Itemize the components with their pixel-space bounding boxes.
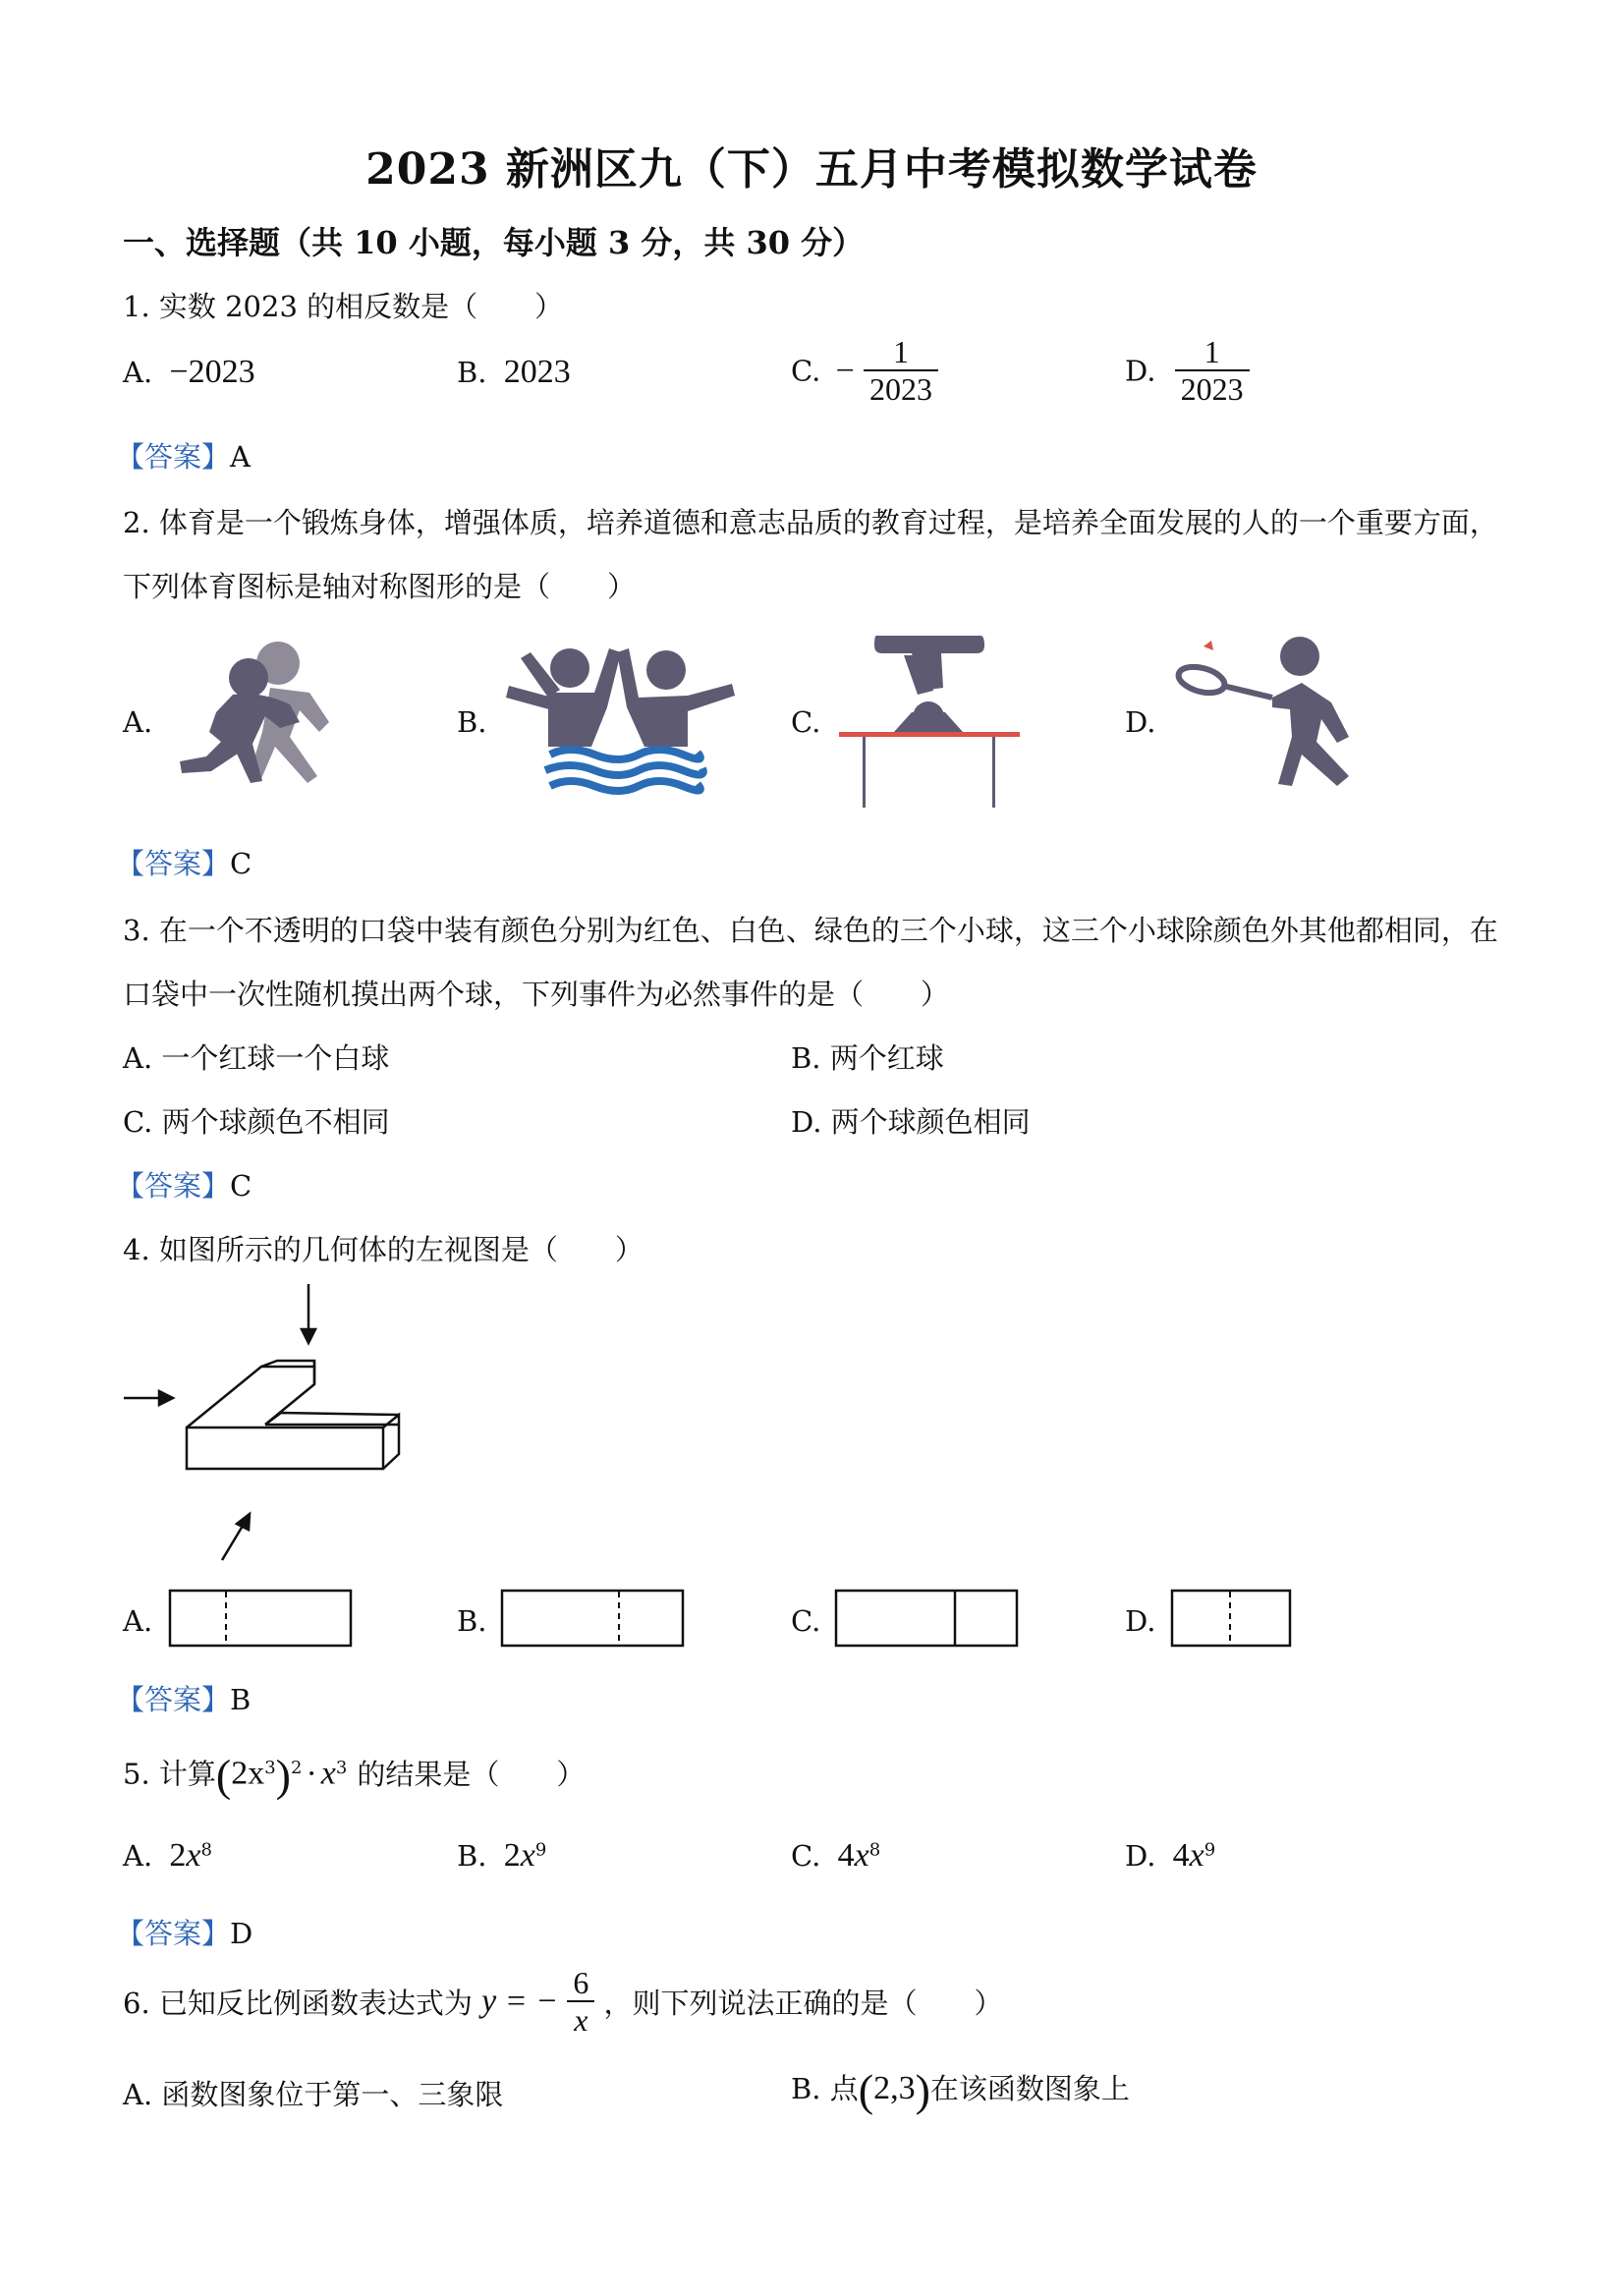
badminton-icon [1174,629,1400,796]
q5-answer-value: D [230,1917,253,1950]
swimming-icon [501,639,737,791]
q1-c-num: 1 [893,334,909,369]
q5-expr-dot: · [306,1755,317,1792]
q6-b-point: 2,3 [873,2070,916,2106]
q5-c-label: C. [791,1839,821,1873]
q6-eq-lhs: y = − [481,1983,559,2020]
q1-c-sign: − [835,352,855,389]
q4-answer [116,1678,251,1718]
q5-d-label: D. [1125,1839,1156,1873]
q6-b-prefix: B. 点 [791,2072,859,2105]
q5-b-coef: 2 [503,1837,521,1874]
q1-c-den: 2023 [864,369,938,407]
q5-option-b [457,1837,546,1875]
q4-stem: 4. 如图所示的几何体的左视图是（ ） [123,1233,644,1266]
answer-tag: 【答案】 [116,440,231,474]
q3-option-b: B. 两个红球 [791,1041,944,1075]
q6-b-suffix: 在该函数图象上 [929,2072,1130,2105]
q4-answer-value: B [230,1683,252,1716]
q1-stem: 1. 实数 2023 的相反数是（ ） [123,290,564,323]
q4-c-label: C. [791,1604,821,1638]
page-title: 2023 新洲区九（下）五月中考模拟数学试卷 [365,144,1258,195]
q5-b-exp: 9 [534,1839,547,1861]
q3-option-d: D. 两个球颜色相同 [791,1105,1031,1139]
q5-stem-prefix: 5. 计算 [123,1757,216,1791]
q5-d-exp: 9 [1203,1839,1216,1861]
q4-option-b-figure [501,1590,684,1647]
q5-d-var: x [1189,1837,1204,1874]
q4-option-a-figure [169,1590,352,1647]
q1-a-label: A. [123,356,153,389]
q6-option-a: A. 函数图象位于第一、三象限 [123,2078,504,2111]
q6-eq-den: x [567,2000,594,2038]
geometric-solid-figure [118,1282,413,1577]
q6-stem-suffix: ，则下列说法正确的是（ ） [603,1987,1003,2021]
q1-c-label: C. [791,354,821,388]
answer-tag: 【答案】 [116,1169,231,1203]
q5-a-var: x [186,1837,201,1874]
q3-option-c: C. 两个球颜色不相同 [123,1105,390,1139]
q3-stem-line1: 3. 在一个不透明的口袋中装有颜色分别为红色、白色、绿色的三个小球，这三个小球除颜色外其他都相同，在 [123,914,1498,947]
q6-eq-fraction [567,1967,594,2037]
q1-d-fraction [1175,336,1250,406]
q5-stem-suffix: 的结果是（ ） [357,1757,586,1791]
gymnastics-table-icon [835,634,1022,811]
q6-stem [123,1967,1003,2037]
section-heading: 一、选择题（共 10 小题，每小题 3 分，共 30 分） [123,224,865,261]
q1-b-value: 2023 [503,354,571,390]
q5-d-coef: 4 [1172,1837,1190,1874]
q5-c-var: x [854,1837,869,1874]
q1-d-num: 1 [1203,334,1220,369]
wrestling-icon [172,634,388,791]
q5-b-label: B. [457,1839,487,1873]
q2-c-label: C. [791,705,821,739]
answer-tag: 【答案】 [116,1917,231,1950]
q3-answer-value: C [230,1169,252,1203]
q1-d-label: D. [1125,354,1156,388]
q4-option-d-figure [1171,1590,1291,1647]
q1-a-value: −2023 [169,354,255,390]
q1-option-b [457,354,571,391]
q5-option-a [123,1837,212,1875]
q5-option-c [791,1837,880,1875]
q2-b-label: B. [457,705,487,739]
q3-answer [116,1164,252,1204]
q4-a-label: A. [123,1604,153,1638]
q4-option-c-figure [835,1590,1018,1647]
q6-stem-prefix: 6. 已知反比例函数表达式为 [123,1987,473,2021]
q1-c-fraction [864,336,938,406]
q4-d-label: D. [1125,1604,1156,1638]
q6-eq-num: 6 [573,1965,589,2000]
q2-stem-line1: 2. 体育是一个锻炼身体，增强体质，培养道德和意志品质的教育过程，是培养全面发展的人的一个重要方面， [123,506,1498,539]
answer-tag: 【答案】 [116,1683,231,1716]
q5-expr-x-exp: 3 [335,1758,348,1778]
q3-option-a: A. 一个红球一个白球 [123,1041,390,1075]
q2-answer [116,842,252,882]
q1-b-label: B. [457,356,487,389]
q5-stem: 5. 计算$(2x^3)^2 \cdot x^3$ 的结果是（ ） [123,1750,586,1801]
q1-answer [116,435,251,476]
q2-answer-value: C [230,847,252,880]
q2-a-label: A. [123,705,153,739]
q3-stem-line2: 口袋中一次性随机摸出两个球，下列事件为必然事件的是（ ） [123,978,950,1011]
q1-option-c [791,336,938,406]
q5-expr-base: 2x [231,1755,265,1792]
q5-expr-x: x [320,1755,336,1792]
q5-expr-outer-exp: 2 [291,1758,303,1778]
q1-option-a [123,354,255,391]
q5-c-exp: 8 [868,1839,881,1861]
q5-answer [116,1912,252,1952]
q2-stem-line2: 下列体育图标是轴对称图形的是（ ） [123,570,637,603]
q1-option-d [1125,336,1250,406]
q5-b-var: x [520,1837,535,1874]
q2-d-label: D. [1125,705,1156,739]
q1-d-den: 2023 [1175,369,1250,407]
q5-a-label: A. [123,1839,153,1873]
q5-a-exp: 8 [200,1839,212,1861]
q1-answer-value: A [230,440,251,474]
q5-c-coef: 4 [837,1837,855,1874]
answer-tag: 【答案】 [116,847,231,880]
q6-option-b: B. 点(2,3)在该函数图象上 [791,2065,1130,2115]
q4-b-label: B. [457,1604,487,1638]
q5-a-coef: 2 [169,1837,187,1874]
q5-option-d [1125,1837,1215,1875]
q5-expr-inner-exp: 3 [264,1758,276,1778]
